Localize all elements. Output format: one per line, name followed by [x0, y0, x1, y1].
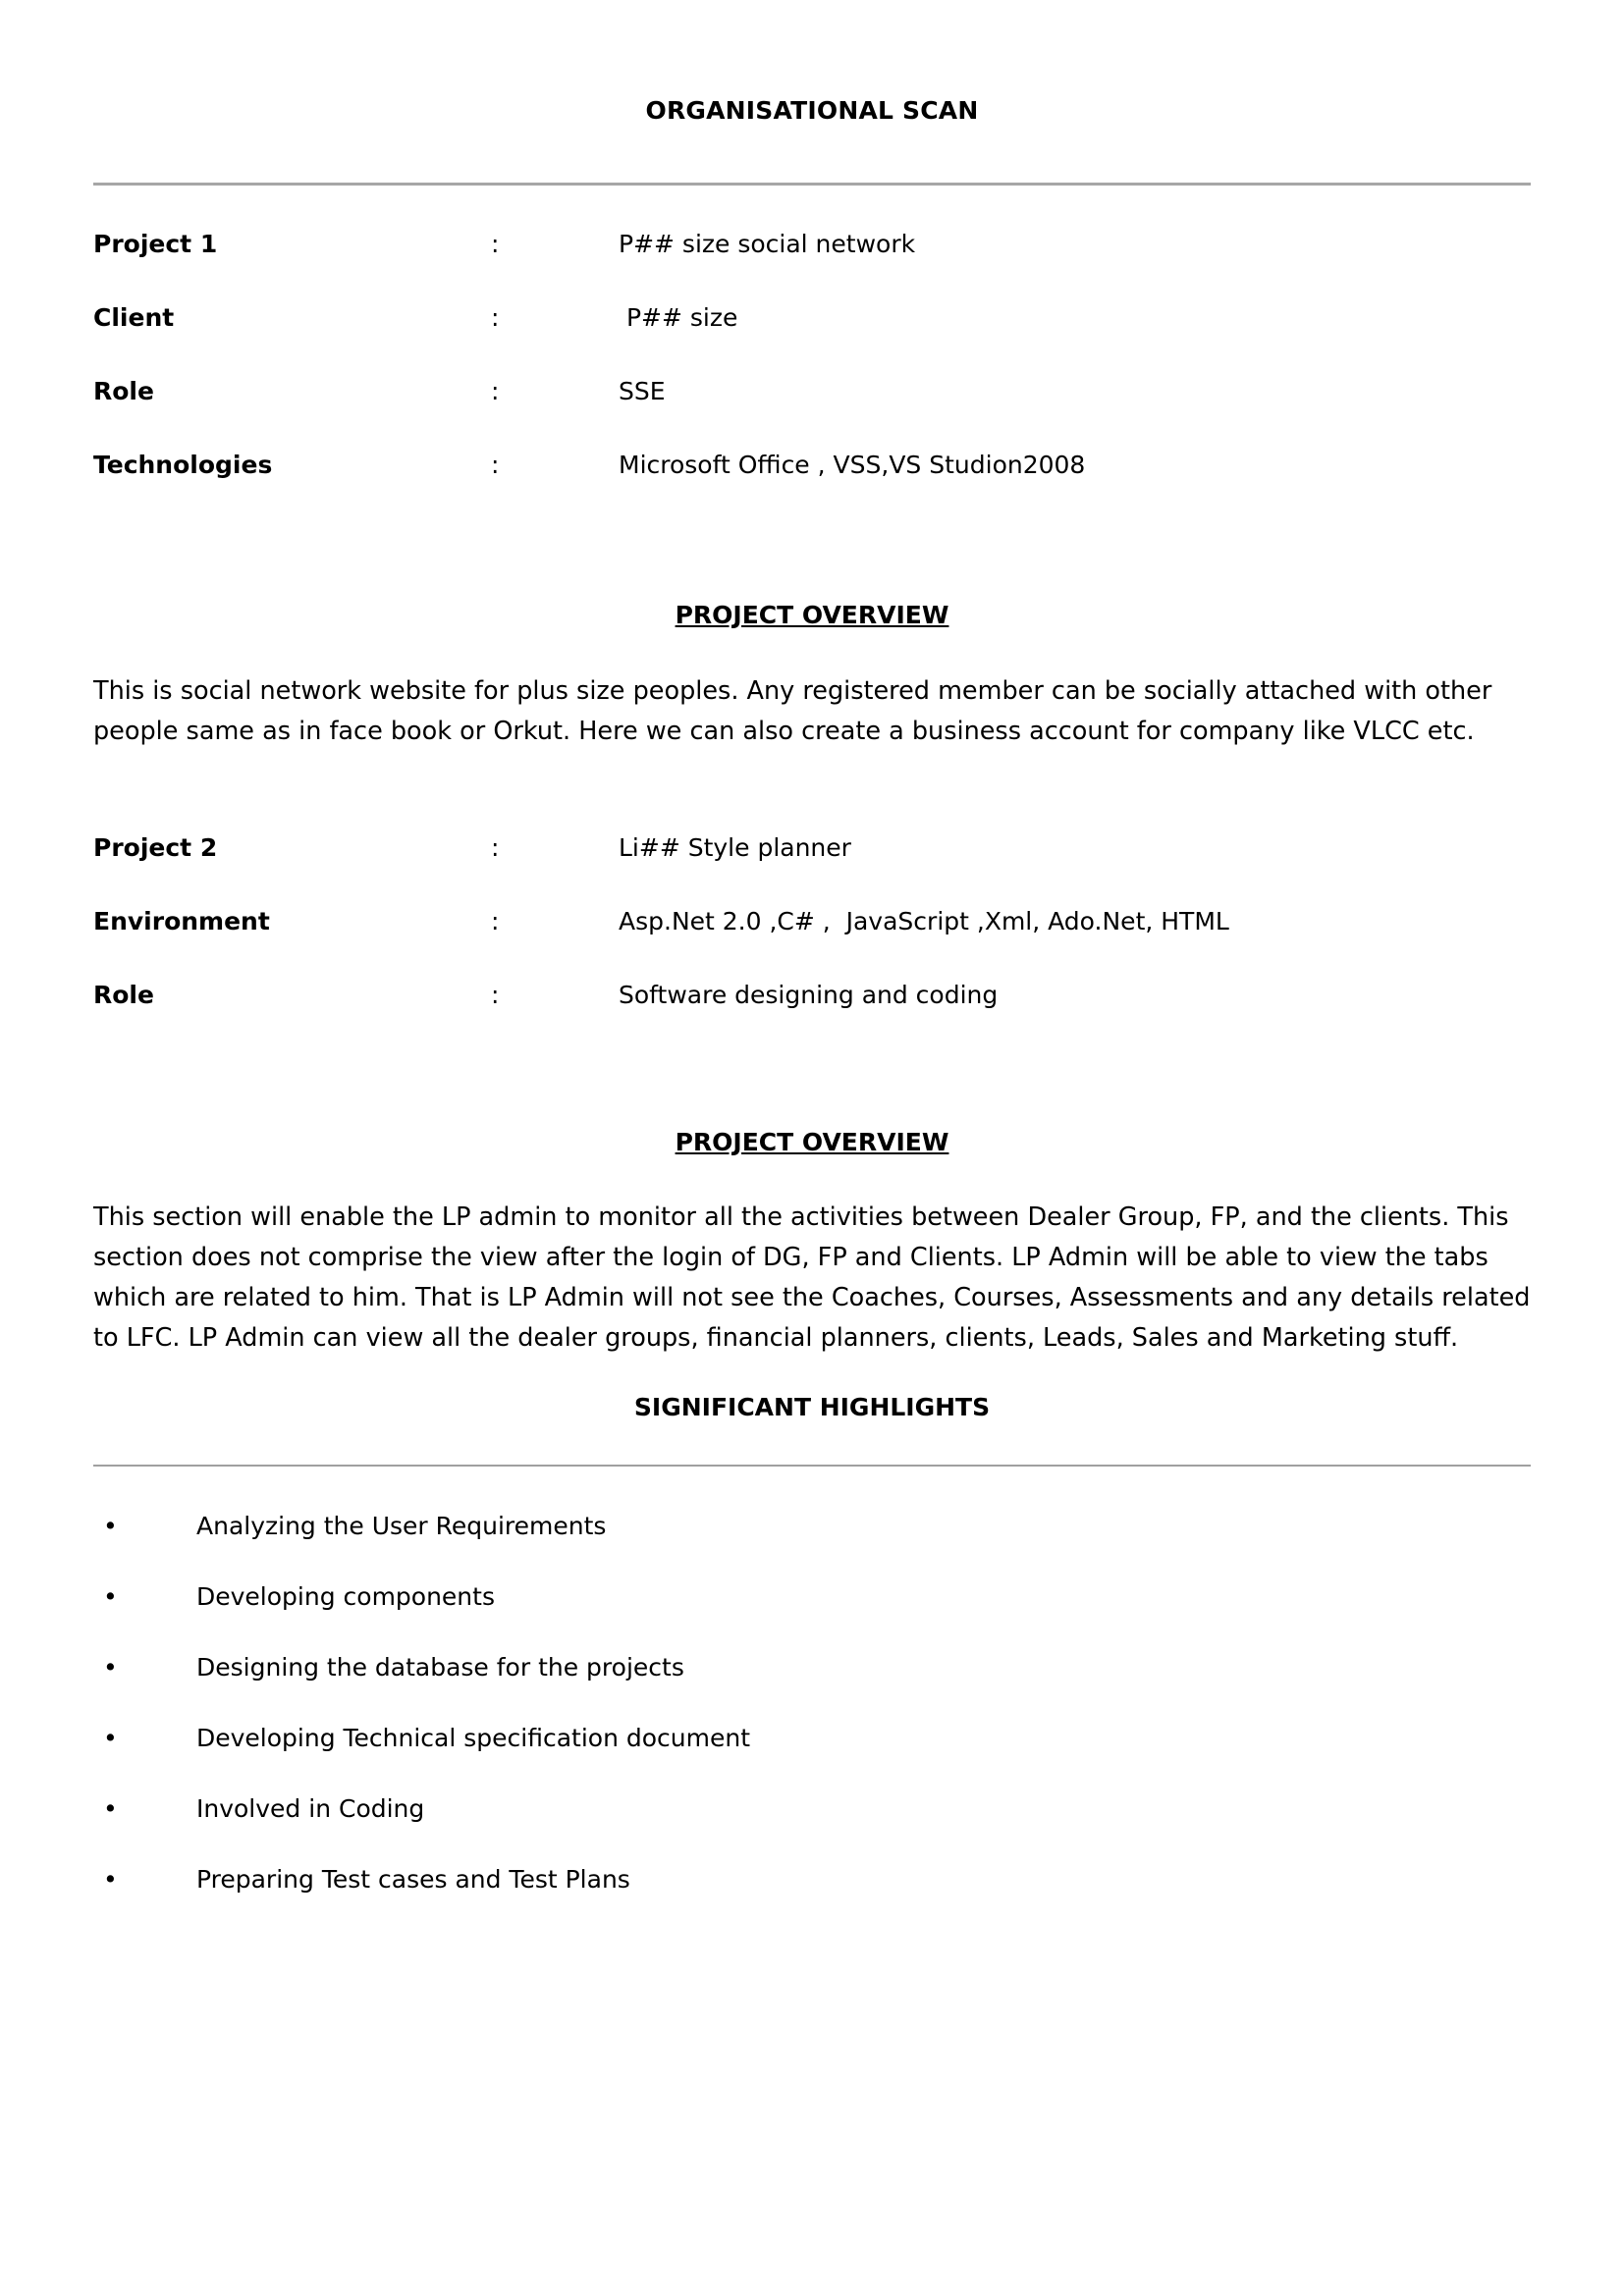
list-item-label: Preparing Test cases and Test Plans: [196, 1864, 630, 1894]
info-label: Client: [93, 303, 175, 332]
list-item: [93, 1581, 1531, 1611]
bullet-icon: •: [103, 1511, 118, 1540]
spacer: [93, 753, 1531, 835]
info-label: Technologies: [93, 451, 273, 479]
spacer: [93, 629, 1531, 671]
table-row: [93, 909, 1531, 983]
list-item-label: Developing components: [196, 1581, 495, 1611]
project-1-overview-heading: PROJECT OVERVIEW: [675, 601, 949, 629]
info-label: Environment: [93, 906, 270, 935]
bullet-icon: •: [103, 1652, 118, 1682]
info-value: P## size: [619, 303, 738, 332]
info-colon: :: [491, 303, 500, 332]
table-row: [93, 379, 1531, 453]
info-colon: :: [491, 230, 500, 258]
spacer: [93, 186, 1531, 232]
list-item: [93, 1864, 1531, 1894]
project-2-overview-heading: PROJECT OVERVIEW: [675, 1127, 949, 1156]
project-2-info-table: [93, 832, 1531, 1056]
spacer: [93, 1056, 1531, 1128]
table-row: [93, 835, 1531, 909]
table-row: [93, 453, 1531, 526]
project-1-overview-text: This is social network website for plus size peoples. Any registered member can be socially attached with other people same as in face book or Orkut. Here we can also create a business account for company like VLCC etc.: [93, 676, 1492, 747]
list-item: [93, 1652, 1531, 1682]
info-value: SSE: [619, 377, 666, 405]
spacer: [93, 1156, 1531, 1198]
spacer: [93, 526, 1531, 601]
info-value: Li## Style planner: [619, 832, 851, 862]
list-item: [93, 1723, 1531, 1752]
info-colon: :: [491, 451, 500, 479]
list-item-label: Designing the database for the projects: [196, 1652, 684, 1682]
list-item-label: Analyzing the User Requirements: [196, 1511, 607, 1540]
info-colon: :: [491, 377, 500, 405]
page-title: ORGANISATIONAL SCAN: [645, 96, 979, 125]
info-colon: :: [491, 906, 500, 935]
bullet-icon: •: [103, 1723, 118, 1752]
bullet-icon: •: [103, 1581, 118, 1611]
project-1-info-table: [93, 232, 1531, 526]
info-value: Software designing and coding: [619, 980, 999, 1009]
spacer: [93, 1360, 1531, 1393]
info-label: Project 1: [93, 230, 218, 258]
list-item: [93, 1511, 1531, 1540]
info-value: P## size social network: [619, 230, 916, 258]
info-label: Role: [93, 980, 154, 1009]
project-2-overview-text: This section will enable the LP admin to monitor all the activities between Dealer Group, FP, and the clients. This section does not comprise the view after the login of DG, FP and Clients. LP Admin will be able to view the tabs which are related to him. That is LP Admin will not see the Coaches, Courses, Assessments and any details related to LFC. LP Admin can view all the dealer groups, financial planners, clients, Leads, Sales and Marketing stuff.: [93, 1201, 1531, 1354]
bullet-icon: •: [103, 1793, 118, 1823]
project-1-info-body: [93, 232, 1531, 526]
highlights-list: [93, 1511, 1531, 1894]
table-row: [93, 305, 1531, 379]
info-value: Asp.Net 2.0 ,C# , JavaScript ,Xml, Ado.Net, HTML: [619, 906, 1229, 935]
significant-highlights-heading: SIGNIFICANT HIGHLIGHTS: [633, 1392, 991, 1421]
table-row: [93, 983, 1531, 1056]
info-label: Role: [93, 377, 154, 405]
info-value: Microsoft Office , VSS,VS Studion2008: [619, 451, 1086, 479]
table-row: [93, 232, 1531, 305]
info-colon: :: [491, 832, 500, 862]
spacer: [93, 1467, 1531, 1514]
list-item: [93, 1793, 1531, 1823]
list-item-label: Involved in Coding: [196, 1793, 425, 1823]
info-colon: :: [491, 980, 500, 1009]
bullet-icon: •: [103, 1864, 118, 1894]
list-item-label: Developing Technical specification document: [196, 1723, 751, 1752]
spacer: [93, 1421, 1531, 1465]
info-label: Project 2: [93, 832, 218, 862]
project-2-info-body: [93, 832, 1531, 1056]
